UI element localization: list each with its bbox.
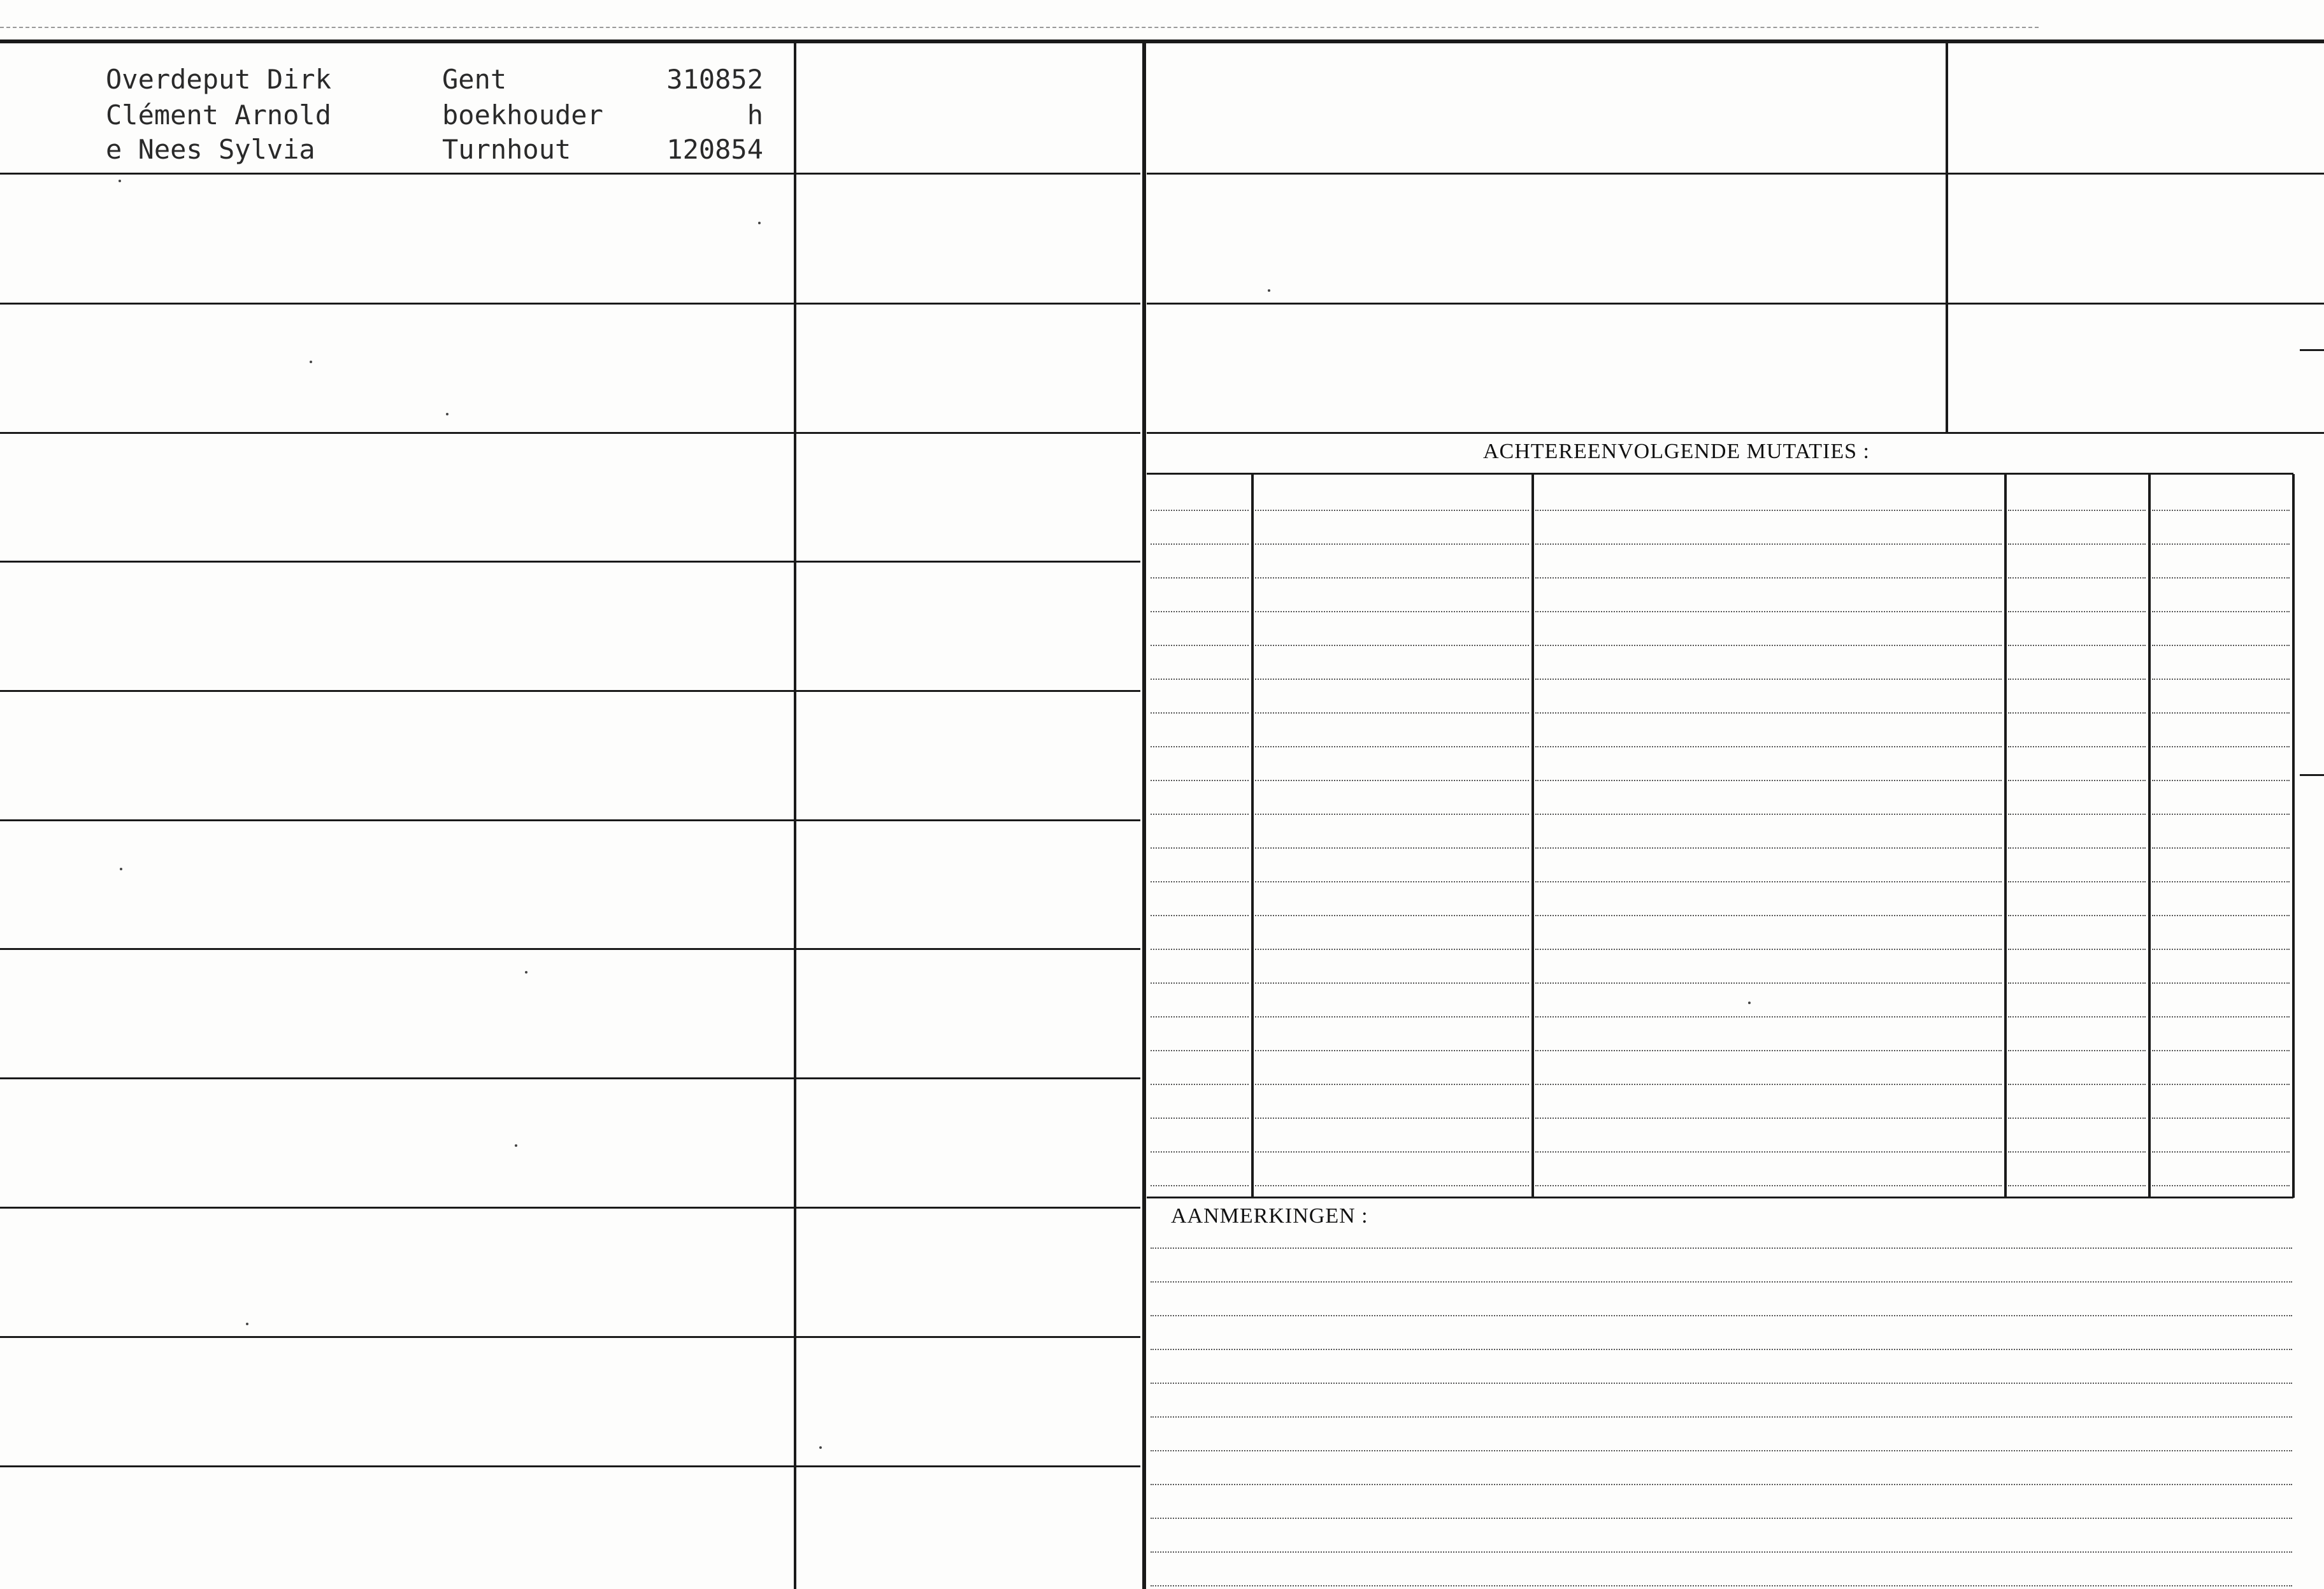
mutation-rule-line bbox=[2008, 1016, 2146, 1017]
mutation-rule-line bbox=[2008, 1185, 2146, 1186]
mutation-rule-line bbox=[1255, 746, 1529, 747]
mutation-rule-line bbox=[2152, 611, 2290, 612]
mutation-rule-line bbox=[1535, 1016, 2002, 1017]
mutations-bottom-border bbox=[1147, 1197, 2293, 1198]
mutation-rule-line bbox=[2152, 679, 2290, 680]
mutations-heading: ACHTEREENVOLGENDE MUTATIES : bbox=[1483, 440, 1870, 463]
mutation-rule-line bbox=[1151, 1151, 1249, 1153]
mutation-rule-line bbox=[2008, 1151, 2146, 1153]
remark-rule-line bbox=[1151, 1416, 2292, 1418]
mutation-rule-line bbox=[1151, 510, 1249, 511]
mutation-rule-line bbox=[1151, 1016, 1249, 1017]
mutation-rule-line bbox=[1255, 949, 1529, 950]
remarks-heading: AANMERKINGEN : bbox=[1171, 1204, 1368, 1228]
mutation-rule-line bbox=[2008, 746, 2146, 747]
mutation-rule-line bbox=[1255, 1151, 1529, 1153]
mutation-rule-line bbox=[1151, 645, 1249, 646]
mutation-rule-line bbox=[2152, 814, 2290, 815]
mutation-rule-line bbox=[2152, 1118, 2290, 1119]
entry-place: Turnhout bbox=[442, 134, 571, 165]
mutations-top-border bbox=[1147, 473, 2293, 475]
mutation-rule-line bbox=[1255, 577, 1529, 579]
row-line bbox=[0, 690, 1140, 692]
mutation-rule-line bbox=[2152, 780, 2290, 781]
mutation-rule-line bbox=[1535, 1084, 2002, 1085]
remark-rule-line bbox=[1151, 1349, 2292, 1350]
speck bbox=[515, 1144, 517, 1147]
mutation-rule-line bbox=[1535, 1118, 2002, 1119]
row-line bbox=[0, 303, 1140, 305]
top-border bbox=[0, 40, 2324, 43]
edge-tick bbox=[2300, 349, 2324, 351]
speck bbox=[120, 868, 122, 870]
mutation-rule-line bbox=[1255, 780, 1529, 781]
mutation-rule-line bbox=[1255, 510, 1529, 511]
entry-name: e Nees Sylvia bbox=[106, 134, 315, 165]
mutation-rule-line bbox=[2008, 645, 2146, 646]
mutation-rule-line bbox=[1535, 949, 2002, 950]
mutation-rule-line bbox=[2152, 1084, 2290, 1085]
mutation-rule-line bbox=[2008, 510, 2146, 511]
entry-date: h bbox=[747, 99, 763, 131]
mutation-rule-line bbox=[2008, 679, 2146, 680]
remark-rule-line bbox=[1151, 1383, 2292, 1384]
mutation-rule-line bbox=[2008, 780, 2146, 781]
mutation-rule-line bbox=[1151, 881, 1249, 882]
mutation-rule-line bbox=[1535, 577, 2002, 579]
mutation-rule-line bbox=[2152, 881, 2290, 882]
speck bbox=[1748, 1002, 1751, 1004]
remark-rule-line bbox=[1151, 1518, 2292, 1519]
mutation-rule-line bbox=[1535, 746, 2002, 747]
row-line bbox=[0, 819, 1140, 821]
mutation-rule-line bbox=[1151, 577, 1249, 579]
row-line bbox=[0, 1465, 1140, 1467]
mutation-rule-line bbox=[1535, 510, 2002, 511]
mutation-rule-line bbox=[1151, 712, 1249, 714]
mutation-rule-line bbox=[2008, 577, 2146, 579]
mutation-rule-line bbox=[1535, 679, 2002, 680]
entry-date: 120854 bbox=[666, 134, 763, 165]
remark-rule-line bbox=[1151, 1551, 2292, 1553]
mutation-rule-line bbox=[1535, 611, 2002, 612]
mutation-rule-line bbox=[1255, 1050, 1529, 1051]
speck bbox=[246, 1323, 248, 1325]
row-line bbox=[0, 1336, 1140, 1338]
mutation-rule-line bbox=[1255, 1084, 1529, 1085]
entry-place: boekhouder bbox=[442, 99, 603, 131]
row-line bbox=[1147, 303, 2324, 305]
mutation-rule-line bbox=[1535, 1185, 2002, 1186]
mutation-rule-line bbox=[2008, 611, 2146, 612]
remark-rule-line bbox=[1151, 1315, 2292, 1316]
remark-rule-line bbox=[1151, 1281, 2292, 1283]
mutation-rule-line bbox=[1535, 847, 2002, 849]
mutation-rule-line bbox=[1151, 847, 1249, 849]
mutation-rule-line bbox=[2152, 1151, 2290, 1153]
mutation-rule-line bbox=[2152, 1050, 2290, 1051]
speck bbox=[310, 361, 312, 363]
row-line bbox=[0, 561, 1140, 563]
mutation-rule-line bbox=[2008, 814, 2146, 815]
mutation-rule-line bbox=[2152, 577, 2290, 579]
mutation-rule-line bbox=[2152, 645, 2290, 646]
mutation-rule-line bbox=[2152, 746, 2290, 747]
mutation-rule-line bbox=[1255, 1185, 1529, 1186]
mutation-rule-line bbox=[1255, 611, 1529, 612]
mutation-rule-line bbox=[2008, 712, 2146, 714]
mutation-rule-line bbox=[1255, 543, 1529, 545]
mutation-rule-line bbox=[1255, 814, 1529, 815]
mutation-rule-line bbox=[2152, 1016, 2290, 1017]
row-line bbox=[0, 173, 1140, 175]
mutations-column-divider bbox=[2148, 474, 2151, 1198]
remark-rule-line bbox=[1151, 1585, 2292, 1586]
mutation-rule-line bbox=[1151, 982, 1249, 984]
mutation-rule-line bbox=[2008, 847, 2146, 849]
mutation-rule-line bbox=[2152, 543, 2290, 545]
mutation-rule-line bbox=[1255, 881, 1529, 882]
mutations-column-divider bbox=[1531, 474, 1534, 1198]
mutation-rule-line bbox=[1151, 543, 1249, 545]
column-divider-1 bbox=[794, 43, 796, 1589]
mutation-rule-line bbox=[2008, 982, 2146, 984]
mutation-rule-line bbox=[1151, 1084, 1249, 1085]
entry-name: Clément Arnold bbox=[106, 99, 332, 131]
mutation-rule-line bbox=[1151, 915, 1249, 916]
mutations-column-divider bbox=[1251, 474, 1254, 1198]
edge-tick bbox=[2300, 774, 2324, 776]
entry-name: Overdeput Dirk bbox=[106, 64, 332, 95]
mutation-rule-line bbox=[1255, 645, 1529, 646]
speck bbox=[758, 222, 761, 224]
mutation-rule-line bbox=[1151, 679, 1249, 680]
entry-place: Gent bbox=[442, 64, 507, 95]
mutation-rule-line bbox=[1151, 1050, 1249, 1051]
mutation-rule-line bbox=[2008, 881, 2146, 882]
mutation-rule-line bbox=[1535, 915, 2002, 916]
mutation-rule-line bbox=[2008, 543, 2146, 545]
mutation-rule-line bbox=[2152, 510, 2290, 511]
mutations-column-divider bbox=[2004, 474, 2007, 1198]
mutation-rule-line bbox=[1535, 645, 2002, 646]
speck bbox=[819, 1446, 822, 1449]
mutation-rule-line bbox=[1255, 712, 1529, 714]
mutation-rule-line bbox=[1255, 847, 1529, 849]
mutation-rule-line bbox=[1535, 881, 2002, 882]
mutation-rule-line bbox=[2008, 1118, 2146, 1119]
mutation-rule-line bbox=[1535, 1151, 2002, 1153]
speck bbox=[446, 413, 448, 415]
mutation-rule-line bbox=[1151, 611, 1249, 612]
row-line bbox=[0, 948, 1140, 950]
mutation-rule-line bbox=[1151, 814, 1249, 815]
mutation-rule-line bbox=[2152, 949, 2290, 950]
mutation-rule-line bbox=[2152, 847, 2290, 849]
mutation-rule-line bbox=[2152, 915, 2290, 916]
mutation-rule-line bbox=[2008, 1050, 2146, 1051]
mutation-rule-line bbox=[2008, 915, 2146, 916]
mutation-rule-line bbox=[1151, 1118, 1249, 1119]
remark-rule-line bbox=[1151, 1247, 2292, 1249]
mutation-rule-line bbox=[1535, 780, 2002, 781]
row-line bbox=[1147, 432, 2324, 434]
remark-rule-line bbox=[1151, 1484, 2292, 1485]
mutation-rule-line bbox=[1535, 543, 2002, 545]
remark-rule-line bbox=[1151, 1450, 2292, 1451]
mutation-rule-line bbox=[1535, 814, 2002, 815]
mutation-rule-line bbox=[1535, 712, 2002, 714]
row-line bbox=[0, 1077, 1140, 1079]
mutation-rule-line bbox=[1255, 679, 1529, 680]
mutation-rule-line bbox=[1151, 746, 1249, 747]
speck bbox=[118, 180, 121, 182]
speck bbox=[525, 971, 527, 974]
mutation-rule-line bbox=[1535, 1050, 2002, 1051]
header-faint-line bbox=[0, 27, 2039, 28]
mutation-rule-line bbox=[1255, 915, 1529, 916]
entry-date: 310852 bbox=[666, 64, 763, 95]
mutation-rule-line bbox=[2152, 712, 2290, 714]
column-divider-3 bbox=[1946, 43, 1948, 432]
mutation-rule-line bbox=[1255, 982, 1529, 984]
column-divider-2 bbox=[1142, 43, 1146, 1589]
mutation-rule-line bbox=[2008, 949, 2146, 950]
mutation-rule-line bbox=[2008, 1084, 2146, 1085]
mutation-rule-line bbox=[2152, 982, 2290, 984]
mutation-rule-line bbox=[1151, 780, 1249, 781]
speck bbox=[1268, 289, 1270, 292]
mutations-right-border bbox=[2292, 474, 2295, 1198]
row-line bbox=[1147, 173, 2324, 175]
mutation-rule-line bbox=[1151, 1185, 1249, 1186]
mutation-rule-line bbox=[1255, 1016, 1529, 1017]
mutation-rule-line bbox=[1151, 949, 1249, 950]
mutation-rule-line bbox=[2152, 1185, 2290, 1186]
row-line bbox=[0, 432, 1140, 434]
mutation-rule-line bbox=[1255, 1118, 1529, 1119]
mutation-rule-line bbox=[1535, 982, 2002, 984]
row-line bbox=[0, 1207, 1140, 1209]
